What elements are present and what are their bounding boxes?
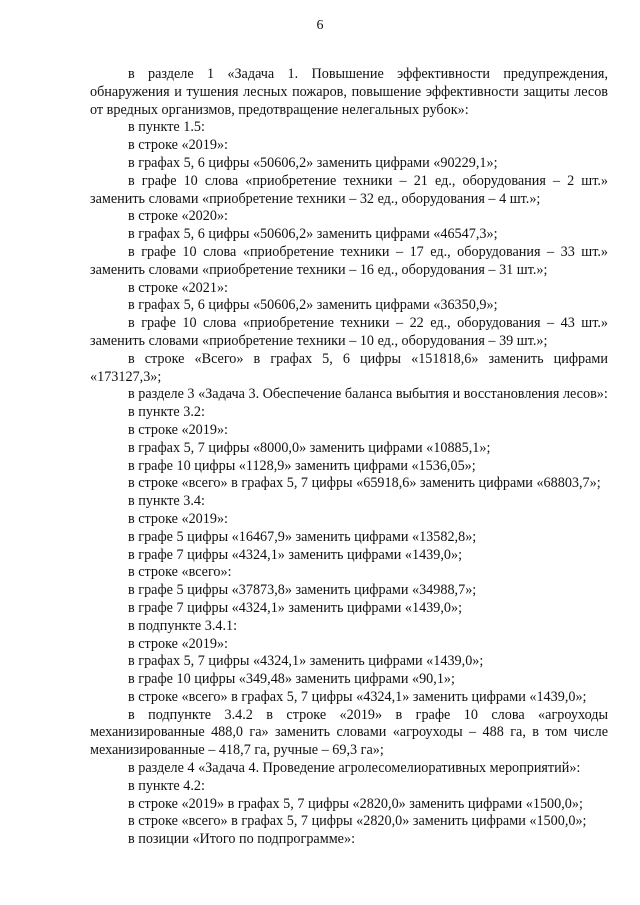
paragraph: в графах 5, 6 цифры «50606,2» заменить цифрами «36350,9»; (128, 297, 498, 314)
paragraph: в разделе 4 «Задача 4. Проведение агролесомелиоративных мероприятий»: (128, 760, 581, 777)
paragraph: в графе 10 слова «приобретение техники – 22 ед., оборудования – 43 шт.» заменить словами «приобретение техники – 10 ед., оборудования – 39 шт.»; (90, 315, 608, 349)
paragraph: в пункте 3.4: (128, 493, 205, 510)
paragraph: в графах 5, 6 цифры «50606,2» заменить цифрами «90229,1»; (128, 154, 498, 171)
paragraph: в графе 10 цифры «1128,9» заменить цифрами «1536,05»; (128, 457, 476, 474)
paragraph: в строке «Всего» в графах 5, 6 цифры «151818,6» заменить цифрами «173127,3»; (90, 350, 608, 385)
paragraph: в графах 5, 7 цифры «8000,0» заменить цифрами «10885,1»; (128, 439, 491, 456)
paragraph: в графе 10 слова «приобретение техники – 21 ед., оборудования – 2 шт.» заменить словами «приобретение техники – 32 ед., оборудования – 4 шт.»; (90, 172, 608, 207)
paragraph: в графе 5 цифры «16467,9» заменить цифрами «13582,8»; (128, 528, 477, 545)
paragraph: в строке «2019»: (128, 635, 228, 652)
paragraph: в строке «всего» в графах 5, 7 цифры «65918,6» заменить цифрами «68803,7»; (128, 475, 601, 492)
paragraph: в подпункте 3.4.2 в строке «2019» в графе 10 слова «агроуходы механизированные 488,0 га» заменить словами «агроуходы – 488 га, в том числе механизированные – 418,7 га, ручные – 69,3 га»; (90, 706, 608, 759)
paragraph: в строке «всего»: (128, 564, 232, 581)
paragraph: в разделе 1 «Задача 1. Повышение эффективности предупреждения, обнаружения и тушения лесных пожаров, повышение эффективности защиты лесов от вредных организмов, предотвращение нелегальных рубок»: (90, 66, 608, 118)
paragraph: в строке «2019»: (128, 510, 228, 527)
paragraph: в строке «всего» в графах 5, 7 цифры «4324,1» заменить цифрами «1439,0»; (128, 688, 587, 705)
paragraph: в строке «2020»: (128, 208, 228, 225)
document-body (90, 66, 608, 849)
paragraph: в строке «2019»: (128, 137, 228, 154)
paragraph: в графах 5, 7 цифры «4324,1» заменить цифрами «1439,0»; (128, 653, 484, 670)
paragraph: в строке «2021»: (128, 279, 228, 296)
paragraph: в строке «2019» в графах 5, 7 цифры «2820,0» заменить цифрами «1500,0»; (128, 795, 583, 812)
paragraph: в графе 10 цифры «349,48» заменить цифрами «90,1»; (128, 671, 455, 688)
paragraph: в графе 10 слова «приобретение техники – 17 ед., оборудования – 33 шт.» заменить словами «приобретение техники – 16 ед., оборудования – 31 шт.»; (90, 243, 608, 278)
paragraph: в графах 5, 6 цифры «50606,2» заменить цифрами «46547,3»; (128, 226, 498, 243)
page-number: 6 (316, 18, 324, 33)
paragraph: в графе 5 цифры «37873,8» заменить цифрами «34988,7»; (128, 582, 477, 599)
paragraph: в графе 7 цифры «4324,1» заменить цифрами «1439,0»; (128, 546, 463, 563)
paragraph: в подпункте 3.4.1: (128, 617, 238, 634)
paragraph: в графе 7 цифры «4324,1» заменить цифрами «1439,0»; (128, 599, 463, 616)
paragraph: в строке «2019»: (128, 421, 228, 438)
paragraph: в пункте 3.2: (128, 404, 205, 421)
paragraph: в пункте 4.2: (128, 777, 205, 794)
paragraph: в разделе 3 «Задача 3. Обеспечение баланса выбытия и восстановления лесов»: (128, 386, 608, 403)
paragraph: в позиции «Итого по подпрограмме»: (128, 831, 356, 848)
paragraph: в пункте 1.5: (128, 119, 205, 136)
paragraph: в строке «всего» в графах 5, 7 цифры «2820,0» заменить цифрами «1500,0»; (128, 813, 587, 830)
